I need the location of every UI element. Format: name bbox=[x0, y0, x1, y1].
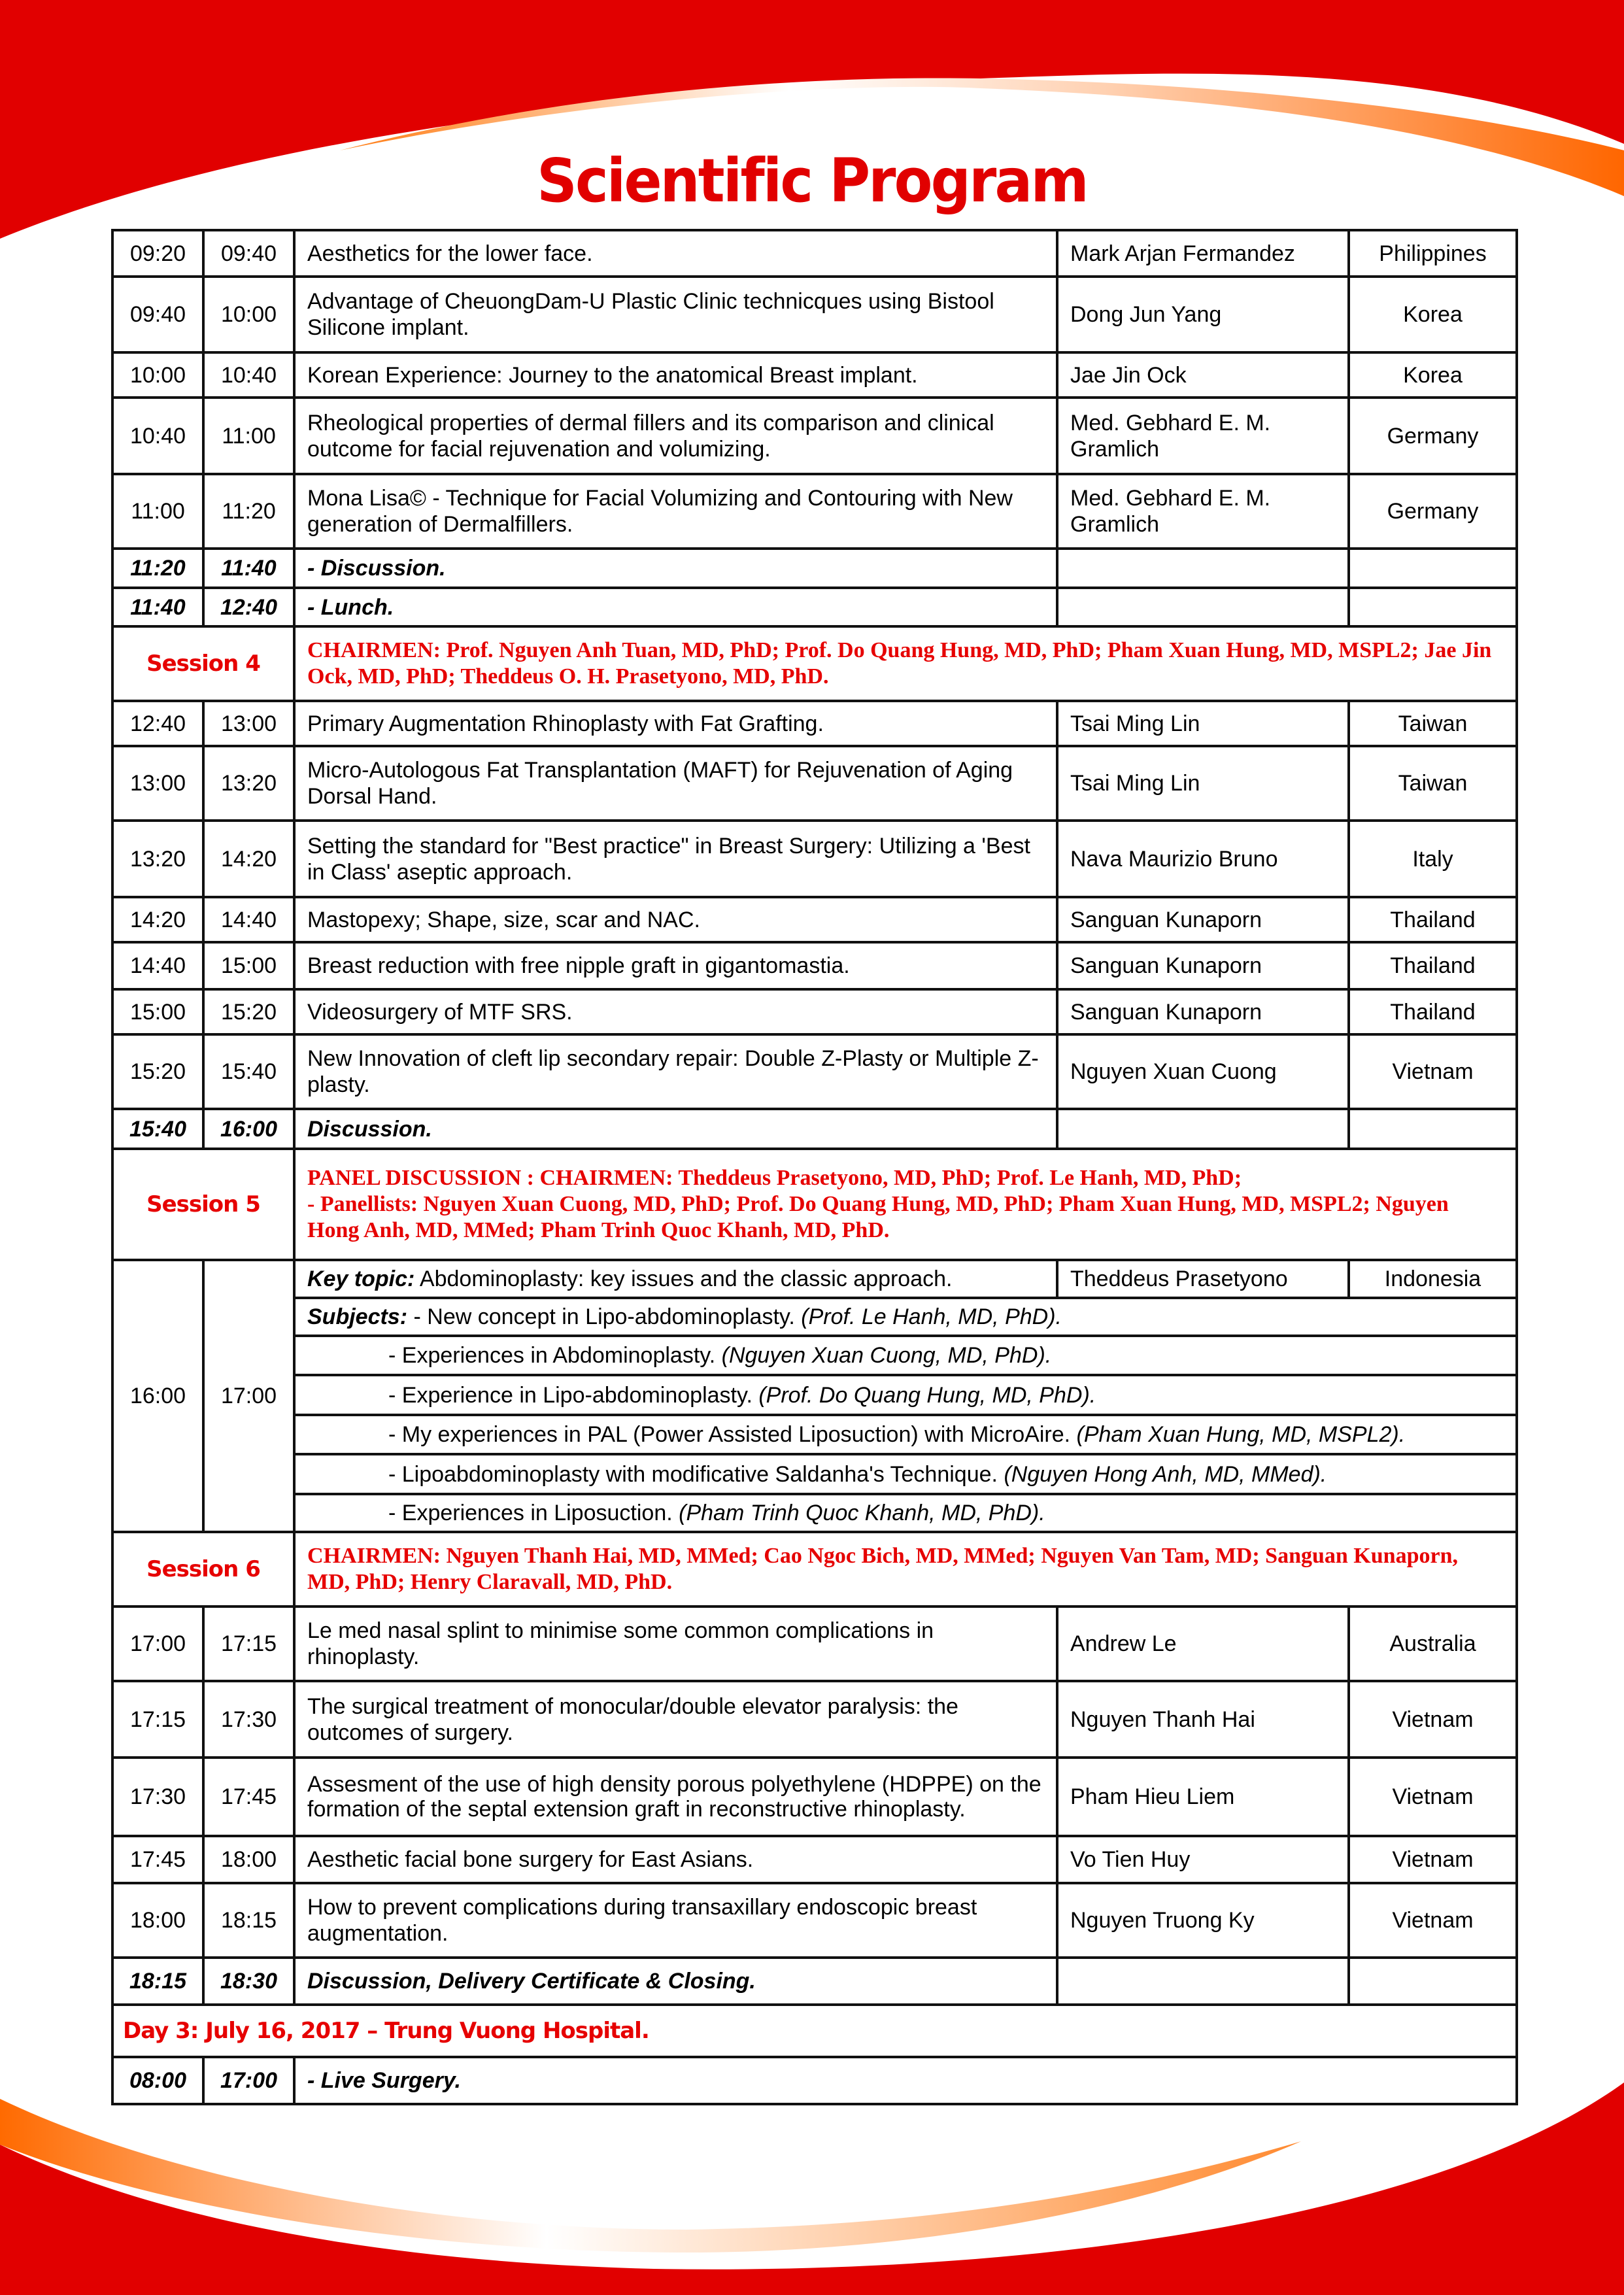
start-time: 17:45 bbox=[112, 1836, 203, 1883]
topic: Breast reduction with free nipple graft in gigantomastia. bbox=[294, 942, 1057, 989]
start-time: 15:00 bbox=[112, 989, 203, 1034]
table-row bbox=[112, 474, 1517, 549]
end-time: 10:40 bbox=[203, 352, 294, 398]
topic: Rheological properties of dermal fillers and its comparison and clinical outcome for facial rejuvenation and volumizing. bbox=[294, 398, 1057, 474]
panel-subject-row bbox=[112, 1298, 1517, 1336]
end-time: 17:30 bbox=[203, 1681, 294, 1758]
country: Vietnam bbox=[1349, 1836, 1517, 1883]
topic: New Innovation of cleft lip secondary repair: Double Z-Plasty or Multiple Z-plasty. bbox=[294, 1034, 1057, 1109]
country: Vietnam bbox=[1349, 1034, 1517, 1109]
key-topic-text: Abdominoplasty: key issues and the classic approach. bbox=[414, 1266, 953, 1291]
start-time: 18:00 bbox=[112, 1883, 203, 1958]
start-time: 11:20 bbox=[112, 549, 203, 588]
end-time: 12:40 bbox=[203, 588, 294, 626]
speaker: Mark Arjan Fermandez bbox=[1057, 230, 1349, 277]
table-row bbox=[112, 1758, 1517, 1836]
speaker: Andrew Le bbox=[1057, 1606, 1349, 1681]
start-time: 11:00 bbox=[112, 474, 203, 549]
country-empty bbox=[1349, 1958, 1517, 2005]
session-chairmen: CHAIRMEN: Prof. Nguyen Anh Tuan, MD, PhD; Prof. Do Quang Hung, MD, PhD; Pham Xuan Hung, MD, MSPL2; Jae Jin Ock, MD, PhD; Theddeus O. H. Prasetyono, MD, PhD. bbox=[294, 626, 1517, 701]
end-time: 15:20 bbox=[203, 989, 294, 1034]
country: Italy bbox=[1349, 821, 1517, 897]
session-header-row bbox=[112, 1532, 1517, 1606]
topic: Advantage of CheuongDam-U Plastic Clinic technicques using Bistool Silicone implant. bbox=[294, 277, 1057, 352]
panel-key-topic-row bbox=[112, 1260, 1517, 1298]
end-time: 13:20 bbox=[203, 746, 294, 821]
subject-text: - Experiences in Liposuction. bbox=[388, 1501, 679, 1525]
table-row bbox=[112, 1883, 1517, 1958]
speaker: Theddeus Prasetyono bbox=[1057, 1260, 1349, 1298]
start-time: 18:15 bbox=[112, 1958, 203, 2005]
page-title: Scientific Program bbox=[537, 146, 1087, 216]
speaker: Tsai Ming Lin bbox=[1057, 701, 1349, 746]
break-row bbox=[112, 1109, 1517, 1149]
key-topic bbox=[294, 1260, 1057, 1298]
table-row bbox=[112, 746, 1517, 821]
start-time: 17:00 bbox=[112, 1606, 203, 1681]
panellists: - Panellists: Nguyen Xuan Cuong, MD, PhD; Prof. Do Quang Hung, MD, PhD; Pham Xuan Hung, MD, MSPL2; Nguyen Hong Anh, MD, MMed; Pham Trinh Quoc Khanh, MD, PhD. bbox=[307, 1192, 1449, 1242]
speaker: Nguyen Xuan Cuong bbox=[1057, 1034, 1349, 1109]
session-chairmen: CHAIRMEN: Nguyen Thanh Hai, MD, MMed; Cao Ngoc Bich, MD, MMed; Nguyen Van Tam, MD; Sanguan Kunaporn, MD, PhD; Henry Claravall, MD, PhD. bbox=[294, 1532, 1517, 1606]
country: Philippines bbox=[1349, 230, 1517, 277]
end-time: 09:40 bbox=[203, 230, 294, 277]
start-time: 12:40 bbox=[112, 701, 203, 746]
speaker: Nguyen Truong Ky bbox=[1057, 1883, 1349, 1958]
table-row bbox=[112, 230, 1517, 277]
session-label: Session 4 bbox=[112, 626, 294, 701]
subject-text: - Experience in Lipo-abdominoplasty. bbox=[388, 1382, 759, 1408]
panel-chairmen: PANEL DISCUSSION : CHAIRMEN: Theddeus Prasetyono, MD, PhD; Prof. Le Hanh, MD, PhD; bbox=[307, 1166, 1242, 1190]
speaker: Nguyen Thanh Hai bbox=[1057, 1681, 1349, 1758]
start-time: 08:00 bbox=[112, 2057, 203, 2104]
closing-label: Discussion, Delivery Certificate & Closing. bbox=[294, 1958, 1057, 2005]
break-label: Discussion. bbox=[294, 1109, 1057, 1149]
country: Vietnam bbox=[1349, 1883, 1517, 1958]
speaker: Sanguan Kunaporn bbox=[1057, 989, 1349, 1034]
country-empty bbox=[1349, 588, 1517, 626]
table-row bbox=[112, 989, 1517, 1034]
speaker: Jae Jin Ock bbox=[1057, 352, 1349, 398]
end-time: 18:15 bbox=[203, 1883, 294, 1958]
start-time: 14:40 bbox=[112, 942, 203, 989]
table-row bbox=[112, 942, 1517, 989]
table-row bbox=[112, 897, 1517, 942]
topic: Primary Augmentation Rhinoplasty with Fat Grafting. bbox=[294, 701, 1057, 746]
session-header-row bbox=[112, 1149, 1517, 1260]
subject-presenter: (Pham Xuan Hung, MD, MSPL2). bbox=[1076, 1422, 1406, 1447]
country: Thailand bbox=[1349, 989, 1517, 1034]
speaker: Nava Maurizio Bruno bbox=[1057, 821, 1349, 897]
end-time: 13:00 bbox=[203, 701, 294, 746]
topic: The surgical treatment of monocular/double elevator paralysis: the outcomes of surgery. bbox=[294, 1681, 1057, 1758]
end-time: 16:00 bbox=[203, 1109, 294, 1149]
topic: Aesthetics for the lower face. bbox=[294, 230, 1057, 277]
table-row bbox=[112, 1836, 1517, 1883]
speaker-empty bbox=[1057, 1109, 1349, 1149]
topic: Le med nasal splint to minimise some common complications in rhinoplasty. bbox=[294, 1606, 1057, 1681]
end-time: 17:45 bbox=[203, 1758, 294, 1836]
country: Indonesia bbox=[1349, 1260, 1517, 1298]
country: Taiwan bbox=[1349, 746, 1517, 821]
end-time: 11:40 bbox=[203, 549, 294, 588]
session-header-row bbox=[112, 626, 1517, 701]
subject bbox=[294, 1375, 1517, 1415]
end-time: 15:40 bbox=[203, 1034, 294, 1109]
country: Australia bbox=[1349, 1606, 1517, 1681]
panel-subject-row bbox=[112, 1336, 1517, 1375]
subject-text: - Experiences in Abdominoplasty. bbox=[388, 1343, 722, 1368]
break-row bbox=[112, 588, 1517, 626]
speaker: Vo Tien Huy bbox=[1057, 1836, 1349, 1883]
program-table bbox=[111, 229, 1518, 2105]
topic: Micro-Autologous Fat Transplantation (MAFT) for Rejuvenation of Aging Dorsal Hand. bbox=[294, 746, 1057, 821]
day-heading: Day 3: July 16, 2017 – Trung Vuong Hospital. bbox=[112, 2005, 1517, 2057]
speaker: Pham Hieu Liem bbox=[1057, 1758, 1349, 1836]
subject-presenter: (Pham Trinh Quoc Khanh, MD, PhD). bbox=[679, 1501, 1045, 1525]
table-row bbox=[112, 821, 1517, 897]
topic: Setting the standard for "Best practice" in Breast Surgery: Utilizing a 'Best in Class' aseptic approach. bbox=[294, 821, 1057, 897]
break-label: - Discussion. bbox=[294, 549, 1057, 588]
subject-presenter: (Prof. Le Hanh, MD, PhD). bbox=[801, 1304, 1062, 1329]
session-label: Session 6 bbox=[112, 1532, 294, 1606]
table-row bbox=[112, 1681, 1517, 1758]
start-time: 17:15 bbox=[112, 1681, 203, 1758]
start-time: 09:40 bbox=[112, 277, 203, 352]
speaker: Tsai Ming Lin bbox=[1057, 746, 1349, 821]
topic: Mona Lisa© - Technique for Facial Volumizing and Contouring with New generation of Dermalfillers. bbox=[294, 474, 1057, 549]
start-time: 15:40 bbox=[112, 1109, 203, 1149]
topic: Korean Experience: Journey to the anatomical Breast implant. bbox=[294, 352, 1057, 398]
topic: How to prevent complications during transaxillary endoscopic breast augmentation. bbox=[294, 1883, 1057, 1958]
subjects-label: Subjects: bbox=[307, 1304, 408, 1329]
start-time: 17:30 bbox=[112, 1758, 203, 1836]
country: Germany bbox=[1349, 474, 1517, 549]
subject-text: - My experiences in PAL (Power Assisted Liposuction) with MicroAire. bbox=[388, 1422, 1077, 1447]
speaker-empty bbox=[1057, 1958, 1349, 2005]
subject-presenter: (Prof. Do Quang Hung, MD, PhD). bbox=[758, 1382, 1096, 1408]
speaker-empty bbox=[1057, 549, 1349, 588]
subject bbox=[294, 1454, 1517, 1494]
end-time: 18:30 bbox=[203, 1958, 294, 2005]
topic: Assesment of the use of high density porous polyethylene (HDPPE) on the formation of the septal extension graft in reconstructive rhinoplasty. bbox=[294, 1758, 1057, 1836]
subject bbox=[294, 1336, 1517, 1375]
country: Vietnam bbox=[1349, 1758, 1517, 1836]
panel-subject-row bbox=[112, 1375, 1517, 1415]
country: Thailand bbox=[1349, 897, 1517, 942]
start-time: 14:20 bbox=[112, 897, 203, 942]
start-time: 09:20 bbox=[112, 230, 203, 277]
end-time: 18:00 bbox=[203, 1836, 294, 1883]
end-time: 17:00 bbox=[203, 1260, 294, 1532]
day-header-row bbox=[112, 2005, 1517, 2057]
speaker: Med. Gebhard E. M. Gramlich bbox=[1057, 398, 1349, 474]
start-time: 13:00 bbox=[112, 746, 203, 821]
country: Vietnam bbox=[1349, 1681, 1517, 1758]
country: Korea bbox=[1349, 277, 1517, 352]
country: Taiwan bbox=[1349, 701, 1517, 746]
panel-subject-row bbox=[112, 1454, 1517, 1494]
key-topic-label: Key topic: bbox=[307, 1266, 415, 1291]
table-row bbox=[112, 277, 1517, 352]
start-time: 10:00 bbox=[112, 352, 203, 398]
subject bbox=[294, 1494, 1517, 1532]
country-empty bbox=[1349, 549, 1517, 588]
break-row bbox=[112, 549, 1517, 588]
break-label: - Lunch. bbox=[294, 588, 1057, 626]
topic: Mastopexy; Shape, size, scar and NAC. bbox=[294, 897, 1057, 942]
country: Germany bbox=[1349, 398, 1517, 474]
subject bbox=[294, 1415, 1517, 1454]
end-time: 11:20 bbox=[203, 474, 294, 549]
break-row bbox=[112, 2057, 1517, 2104]
speaker: Med. Gebhard E. M. Gramlich bbox=[1057, 474, 1349, 549]
table-row bbox=[112, 352, 1517, 398]
panel-subject-row bbox=[112, 1494, 1517, 1532]
subject-text: - New concept in Lipo-abdominoplasty. bbox=[407, 1304, 802, 1329]
start-time: 11:40 bbox=[112, 588, 203, 626]
break-row bbox=[112, 1958, 1517, 2005]
start-time: 15:20 bbox=[112, 1034, 203, 1109]
panel-subject-row bbox=[112, 1415, 1517, 1454]
table-row bbox=[112, 701, 1517, 746]
end-time: 14:20 bbox=[203, 821, 294, 897]
live-surgery-label: - Live Surgery. bbox=[294, 2057, 1517, 2104]
subject-presenter: (Nguyen Xuan Cuong, MD, PhD). bbox=[721, 1343, 1052, 1368]
start-time: 16:00 bbox=[112, 1260, 203, 1532]
end-time: 14:40 bbox=[203, 897, 294, 942]
subject bbox=[294, 1298, 1517, 1336]
speaker: Dong Jun Yang bbox=[1057, 277, 1349, 352]
session-label: Session 5 bbox=[112, 1149, 294, 1260]
end-time: 17:00 bbox=[203, 2057, 294, 2104]
subject-presenter: (Nguyen Hong Anh, MD, MMed). bbox=[1004, 1461, 1327, 1487]
speaker: Sanguan Kunaporn bbox=[1057, 942, 1349, 989]
country-empty bbox=[1349, 1109, 1517, 1149]
table-row bbox=[112, 1606, 1517, 1681]
end-time: 11:00 bbox=[203, 398, 294, 474]
table-row bbox=[112, 1034, 1517, 1109]
table-row bbox=[112, 398, 1517, 474]
start-time: 13:20 bbox=[112, 821, 203, 897]
speaker-empty bbox=[1057, 588, 1349, 626]
end-time: 10:00 bbox=[203, 277, 294, 352]
topic: Aesthetic facial bone surgery for East Asians. bbox=[294, 1836, 1057, 1883]
end-time: 15:00 bbox=[203, 942, 294, 989]
speaker: Sanguan Kunaporn bbox=[1057, 897, 1349, 942]
start-time: 10:40 bbox=[112, 398, 203, 474]
country: Korea bbox=[1349, 352, 1517, 398]
session-chairmen bbox=[294, 1149, 1517, 1260]
country: Thailand bbox=[1349, 942, 1517, 989]
topic: Videosurgery of MTF SRS. bbox=[294, 989, 1057, 1034]
end-time: 17:15 bbox=[203, 1606, 294, 1681]
subject-text: - Lipoabdominoplasty with modificative Saldanha's Technique. bbox=[388, 1461, 1004, 1487]
